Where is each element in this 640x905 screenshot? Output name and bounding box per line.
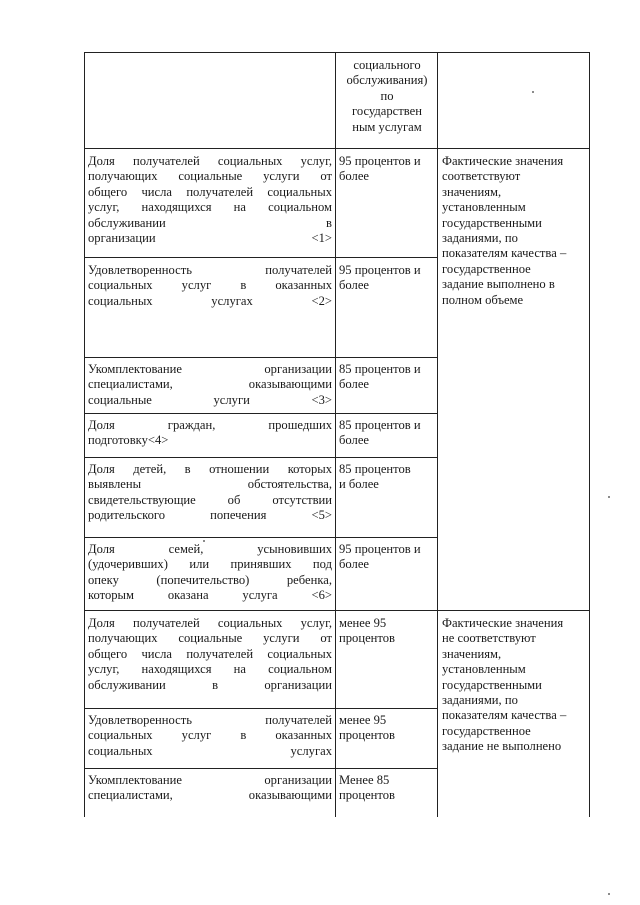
- row-divider: [84, 52, 590, 53]
- row-divider: [84, 257, 438, 258]
- conclusion-fulfilled: Фактические значения соответствуют значениям, установленным государственными заданиями, по показателям качества – государственное задание выполнено в полном объеме: [442, 154, 567, 307]
- row-1-indicator: Доля получателей социальных услуг, получающих социальные услуги от общего числа получателей социальных услуг, находящихся на социальном обслуживании в организации <1>: [88, 154, 332, 246]
- row-6-indicator: Доля семей, усыновивших (удочеривших) или принявших под опеку (попечительство) ребенка, которым оказана услуга <6>: [88, 542, 332, 603]
- row-5-value: 85 процентов и более: [339, 462, 411, 492]
- row-4-value: 85 процентов и более: [339, 418, 421, 448]
- header-col2-text: социального обслуживания) по государствен ным услугам: [346, 58, 428, 134]
- scan-speck: [203, 540, 205, 542]
- row-6-value: 95 процентов и более: [339, 542, 421, 572]
- scan-speck: [532, 91, 534, 93]
- table-border-col2: [437, 52, 438, 817]
- row-4-indicator: Доля граждан, прошедших подготовку<4>: [88, 418, 332, 448]
- row-2-indicator: Удовлетворенность получателей социальных услуг в оказанных социальных услугах <2>: [88, 263, 332, 308]
- row-7-indicator: Доля получателей социальных услуг, получающих социальные услуги от общего числа получателей социальных услуг, находящихся на социальном обслуживании в организации: [88, 616, 332, 692]
- table-border-col1: [335, 52, 336, 817]
- row-8-value: менее 95 процентов: [339, 713, 395, 743]
- row-9-value: Менее 85 процентов: [339, 773, 395, 803]
- row-divider: [84, 413, 438, 414]
- table-border-left: [84, 52, 85, 817]
- row-3-indicator: Укомплектование организации специалистами, оказывающими социальные услуги <3>: [88, 362, 332, 407]
- row-divider: [84, 148, 590, 149]
- row-divider: [84, 457, 438, 458]
- row-divider: [84, 610, 590, 611]
- row-divider: [84, 768, 438, 769]
- row-3-value: 85 процентов и более: [339, 362, 421, 392]
- row-5-indicator: Доля детей, в отношении которых выявлены обстоятельства, свидетельствующие об отсутствии родительского попечения <5>: [88, 462, 332, 523]
- conclusion-not-fulfilled: Фактические значения не соответствуют значениям, установленным государственными заданиями, по показателям качества – государственное задание не выполнено: [442, 616, 567, 754]
- row-1-value: 95 процентов и более: [339, 154, 421, 184]
- row-9-indicator: Укомплектование организации специалистами, оказывающими: [88, 773, 332, 803]
- scan-speck: [608, 893, 610, 895]
- row-8-indicator: Удовлетворенность получателей социальных услуг в оказанных социальных услугах: [88, 713, 332, 758]
- scan-speck: [608, 496, 610, 498]
- row-2-value: 95 процентов и более: [339, 263, 421, 293]
- table-border-right: [589, 52, 590, 817]
- row-divider: [84, 357, 438, 358]
- row-divider: [84, 708, 438, 709]
- row-7-value: менее 95 процентов: [339, 616, 395, 646]
- row-divider: [84, 537, 438, 538]
